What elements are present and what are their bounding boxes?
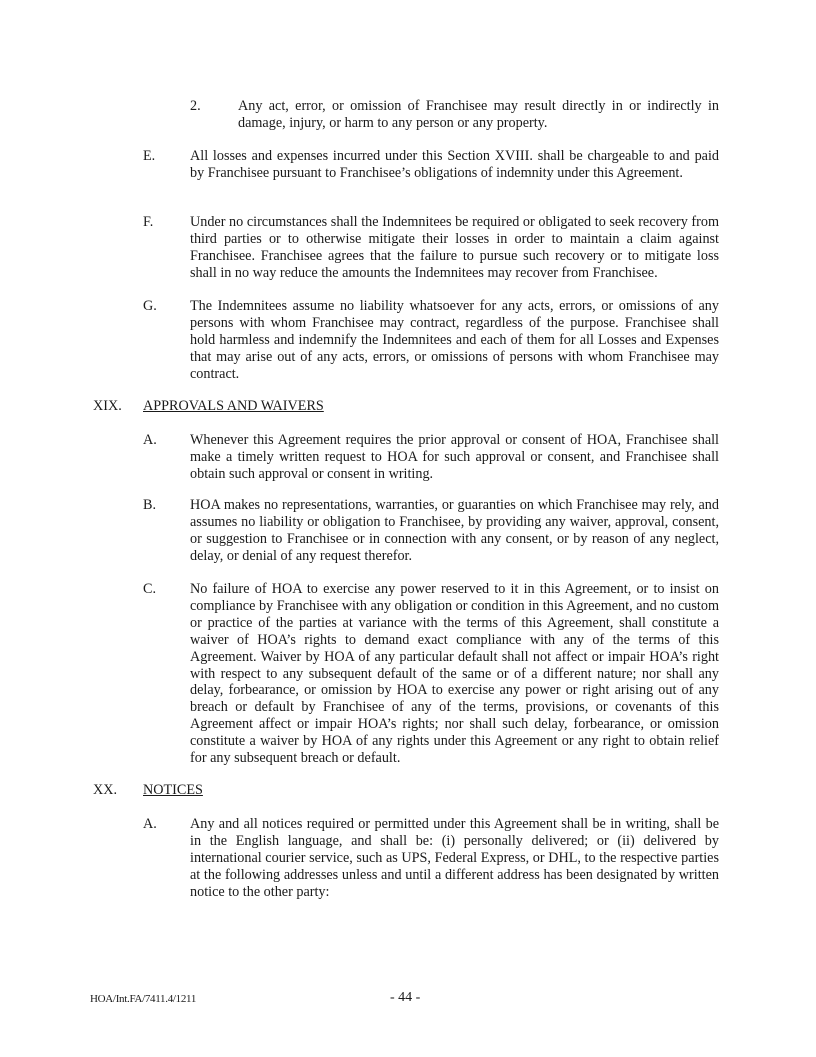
- section-title: NOTICES: [143, 782, 203, 798]
- section-number: XIX.: [93, 398, 122, 414]
- list-item-xx-a: [143, 816, 719, 901]
- item-label: 2.: [190, 98, 201, 114]
- section-number: XX.: [93, 782, 118, 798]
- item-text: No failure of HOA to exercise any power reserved to it in this Agreement, or to insist on compliance by Franchisee with any obligation or condition in this Agreement, and no custom or practice of the parties at variance with the terms of this Agreement, shall constitute a waiver of HOA’s rights to demand exact compliance with any of the terms of this Agreement. Waiver by HOA of any particular default shall not affect or impair HOA’s right with respect to any subsequent default of the same or of a different nature; nor shall any delay, forbearance, or omission by HOA to exercise any power or right arising out of any breach or default by Franchisee of any of the terms, provisions, or covenants of this Agreement affect or impair HOA’s rights; nor shall such delay, forbearance, or omission constitute a waiver by HOA of any rights under this Agreement or any right to obtain relief for any subsequent breach or default.: [190, 581, 719, 767]
- item-text: Any act, error, or omission of Franchisee may result directly in or indirectly in damage, injury, or harm to any person or any property.: [238, 98, 719, 131]
- item-text: Whenever this Agreement requires the prior approval or consent of HOA, Franchisee shall make a timely written request to HOA for such approval or consent, and Franchisee shall obtain such approval or consent in writing.: [190, 432, 719, 482]
- list-item-f: [143, 214, 719, 282]
- footer-document-id: HOA/Int.FA/7411.4/1211: [90, 993, 197, 1005]
- item-label: G.: [143, 298, 157, 314]
- item-label: C.: [143, 581, 157, 597]
- item-label: A.: [143, 816, 157, 832]
- list-item-xix-c: [143, 581, 719, 767]
- item-text: Under no circumstances shall the Indemnitees be required or obligated to seek recovery from third parties or to otherwise mitigate their losses in order to maintain a claim against Franchisee. Franchisee agrees that the failure to pursue such recovery or to mitigate loss shall in no way reduce the amounts the Indemnitees may recover from Franchisee.: [190, 214, 719, 281]
- item-text: All losses and expenses incurred under this Section XVIII. shall be chargeable to and paid by Franchisee pursuant to Franchisee’s obligations of indemnity under this Agreement.: [190, 148, 719, 181]
- list-item-xix-a: [143, 432, 719, 483]
- item-label: F.: [143, 214, 154, 230]
- item-label: A.: [143, 432, 157, 448]
- list-item-xix-b: [143, 497, 719, 565]
- section-title: APPROVALS AND WAIVERS: [143, 398, 324, 414]
- footer-page-number: - 44 -: [390, 990, 421, 1005]
- list-item-g: [143, 298, 719, 383]
- item-text: Any and all notices required or permitted under this Agreement shall be in writing, shall be in the English language, and shall be: (i) personally delivered; or (ii) delivered by international courier service, such as UPS, Federal Express, or DHL, to the respective parties at the following addresses unless and until a different address has been designated by written notice to the other party:: [190, 816, 719, 900]
- item-label: B.: [143, 497, 157, 513]
- list-item-2: [190, 98, 719, 132]
- item-text: The Indemnitees assume no liability whatsoever for any acts, errors, or omissions of any persons with whom Franchisee may contract, regardless of the purpose. Franchisee shall hold harmless and indemnify the Indemnitees and each of them for all Losses and Expenses that may arise out of any acts, errors, or omissions of persons with whom Franchisee may contract.: [190, 298, 719, 382]
- item-text: HOA makes no representations, warranties, or guaranties on which Franchisee may rely, and assumes no liability or obligation to Franchisee, by providing any waiver, approval, consent, or suggestion to Franchisee or in connection with any consent, or by reason of any neglect, delay, or denial of any request therefor.: [190, 497, 719, 564]
- list-item-e: [143, 148, 719, 182]
- item-label: E.: [143, 148, 156, 164]
